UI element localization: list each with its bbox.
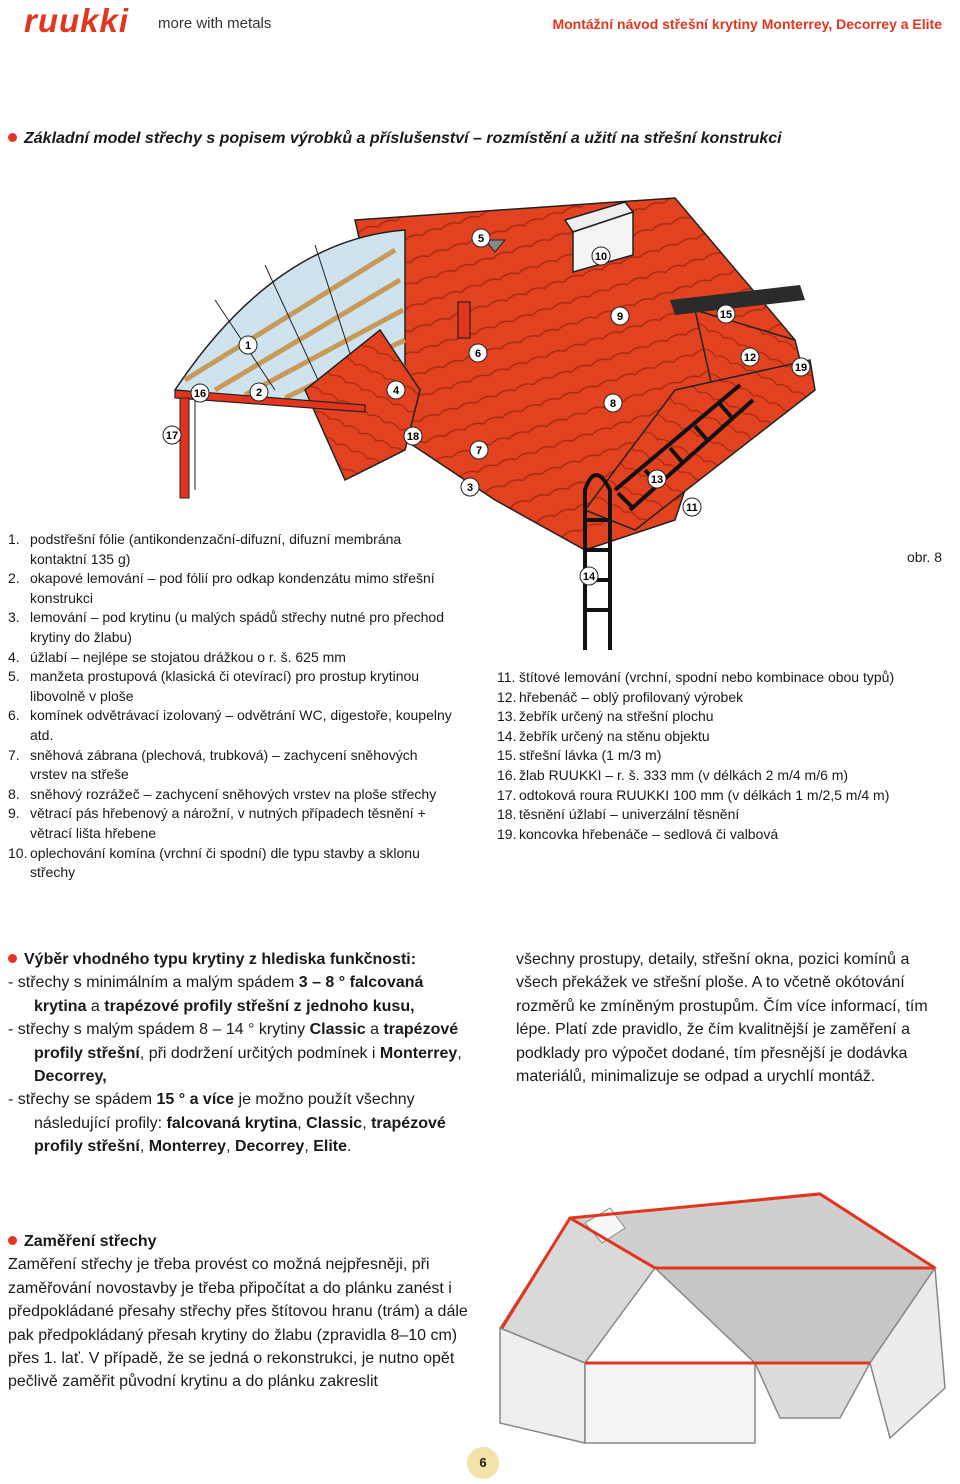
callout-17	[163, 426, 181, 444]
legend-item-number: 5.	[8, 668, 20, 685]
svg-text:11: 11	[686, 502, 698, 514]
legend-item-number: 12.	[497, 688, 517, 705]
callout-14	[580, 567, 598, 585]
callout-19	[792, 358, 810, 376]
figure-label: obr. 8	[906, 549, 942, 565]
legend-item-text: štítové lemování (vrchní, spodní nebo kombinace obou typů)	[519, 669, 895, 685]
legend-item-number: 16.	[497, 766, 517, 783]
page-header	[0, 0, 960, 48]
svg-text:1: 1	[244, 340, 252, 352]
legend-item-text: žebřík určený na stěnu objektu	[519, 727, 710, 744]
legend-item-text: hřebenáč – oblý profilovaný výrobek	[519, 688, 744, 705]
slope-item-steep: - střechy se spádem 15 ° a více je možno použít všechny následující profily: falcovaná krytina, Classic, trapézové profily střešní, Monterrey, Decorrey, Elite.	[8, 1091, 446, 1156]
legend-item	[497, 825, 917, 845]
svg-text:9: 9	[616, 311, 624, 323]
house-sketch	[490, 1188, 950, 1450]
callout-2	[250, 383, 268, 401]
legend-item	[8, 667, 458, 706]
legend-item-text: odtoková roura RUUKKI 100 mm (v délkách 1 m/2,5 m/4 m)	[519, 786, 890, 803]
callout-8	[604, 394, 622, 412]
legend-item	[8, 706, 458, 745]
legend-item-text: sněhový rozrážeč – zachycení sněhových vrstev na ploše střechy	[30, 785, 437, 802]
legend-item	[497, 805, 917, 825]
legend-item-number: 18.	[497, 806, 517, 823]
legend-item-text: lemování – pod krytinu (u malých spádů střechy nutné pro přechod krytiny do žlabu)	[30, 609, 445, 645]
roof-survey-block	[8, 1230, 468, 1394]
roofing-selection-block	[8, 948, 468, 1159]
legend-item-number: 7.	[8, 746, 20, 763]
svg-text:17: 17	[165, 430, 179, 442]
legend-item-text: těsnění úžlabí – univerzální těsnění	[519, 806, 740, 823]
callout-4	[387, 381, 405, 399]
legend-item	[497, 668, 917, 688]
callout-16	[191, 384, 209, 402]
legend-list-right	[497, 668, 917, 844]
legend-item	[8, 648, 458, 668]
page-number: 6	[467, 1447, 499, 1479]
bullet-icon	[8, 1236, 17, 1245]
logo-tagline: more with metals	[158, 15, 272, 32]
legend-item-number: 13.	[497, 708, 517, 725]
bullet-icon	[8, 133, 17, 142]
svg-text:16: 16	[193, 388, 207, 400]
svg-text:18: 18	[406, 431, 420, 443]
survey-continuation-text: všechny prostupy, detaily, střešní okna, pozici komínů a všech překážek ve střešní ploše. A to včetně okótování rozměrů ke zmíněným prostupům. Čím více informací, tím lépe. Platí zde pravidlo, že čím kvalitnější je zaměření a podklady pro výpočet dodané, tím přesnější je dodávka materiálů, minimalizuje se odpad a urychlí montáž.	[516, 951, 928, 1086]
svg-text:12: 12	[743, 352, 757, 364]
callout-3	[461, 478, 479, 496]
callout-11	[683, 498, 701, 516]
svg-text:2: 2	[255, 387, 263, 399]
legend-item-number: 19.	[497, 825, 517, 842]
legend-item-number: 14.	[497, 727, 517, 744]
legend-item-text: větrací pás hřebenový a nárožní, v nutných případech těsnění + větrací lišta hřebene	[30, 805, 426, 841]
legend-item-number: 17.	[497, 786, 517, 803]
legend-item	[497, 786, 917, 806]
legend-item-text: manžeta prostupová (klasická či otevírací) pro prostup krytinou libovolně v ploše	[30, 668, 420, 704]
callout-13	[648, 470, 666, 488]
callout-9	[611, 307, 629, 325]
svg-text:6: 6	[474, 348, 482, 360]
roof-survey-text: Zaměření střechy je třeba provést co možná nejpřesněji, při zaměřování novostavby je třeba připočítat a do plánku zanést i předpokládané přesahy střechy přes štítovou hranu (trám) a dále pak předpokládaný přesah krytiny do žlabu (zpravidla 8–10 cm) přes 1. lať. V případě, že se jedná o rekonstrukci, je nutno opět pečlivě zaměřit původní krytinu a do plánku zakreslit	[8, 1256, 468, 1391]
legend-item-text: žlab RUUKKI – r. š. 333 mm (v délkách 2 m/4 m/6 m)	[519, 766, 849, 783]
section-heading-roof-model	[8, 130, 782, 148]
legend-item	[497, 746, 917, 766]
callout-5	[472, 229, 490, 247]
slope-item-medium: - střechy s malým spádem 8 – 14 ° krytiny Classic a trapézové profily střešní, při dodržení určitých podmínek i Monterrey, Decorrey,	[8, 1021, 462, 1086]
legend-item	[497, 727, 917, 747]
callout-15	[717, 305, 735, 323]
section-heading-roof-survey: Zaměření střechy	[8, 1230, 468, 1253]
svg-text:5: 5	[477, 233, 485, 245]
legend-item-number: 2.	[8, 570, 20, 587]
legend-item-number: 1.	[8, 531, 20, 547]
legend-item	[8, 785, 458, 805]
legend-item-number: 9.	[8, 805, 20, 822]
svg-text:19: 19	[794, 362, 808, 374]
legend-item	[497, 707, 917, 727]
callout-18	[404, 427, 422, 445]
legend-item	[497, 766, 917, 786]
svg-text:15: 15	[719, 309, 733, 321]
legend-item-number: 8.	[8, 785, 20, 802]
legend-item	[8, 530, 458, 569]
legend-item-text: podstřešní fólie (antikondenzační-difuzní, difuzní membrána kontaktní 135 g)	[30, 531, 402, 567]
svg-text:10: 10	[594, 251, 608, 263]
svg-text:3: 3	[466, 482, 474, 494]
legend-item-text: střešní lávka (1 m/3 m)	[519, 747, 662, 764]
legend-item	[497, 688, 917, 708]
legend-item-number: 3.	[8, 609, 20, 626]
heading-text: Základní model střechy s popisem výrobků a příslušenství – rozmístění a užití na střešní konstrukci	[24, 130, 782, 147]
legend-item	[8, 844, 458, 883]
legend-item	[8, 804, 458, 843]
svg-text:7: 7	[475, 445, 483, 457]
document-title: Montážní návod střešní krytiny Monterrey, Decorrey a Elite	[552, 16, 942, 32]
legend-item	[8, 608, 458, 647]
legend-item-number: 15.	[497, 747, 517, 764]
legend-item-text: koncovka hřebenáče – sedlová či valbová	[519, 825, 779, 842]
callout-12	[741, 348, 759, 366]
legend-item-number: 10.	[8, 844, 28, 861]
legend-item-text: okapové lemování – pod fólií pro odkap kondenzátu mimo střešní konstrukci	[30, 570, 435, 606]
legend-item-text: komínek odvětrávací izolovaný – odvětrání WC, digestoře, koupelny atd.	[30, 707, 452, 743]
slope-item-low: - střechy s minimálním a malým spádem 3 – 8 ° falcovaná krytina a trapézové profily střešní z jednoho kusu,	[8, 974, 424, 1015]
svg-text:8: 8	[609, 398, 617, 410]
callout-1	[239, 336, 257, 354]
svg-text:4: 4	[392, 385, 400, 397]
bullet-icon	[8, 954, 17, 963]
callout-6	[469, 344, 487, 362]
legend-item-text: úžlabí – nejlépe se stojatou drážkou o r. š. 625 mm	[30, 648, 346, 665]
legend-item	[8, 746, 458, 785]
legend-item-number: 4.	[8, 648, 20, 665]
callout-7	[470, 441, 488, 459]
section-heading-roofing-selection: Výběr vhodného typu krytiny z hlediska funkčnosti:	[8, 948, 468, 971]
ruukki-logo: ruukki	[24, 2, 130, 39]
svg-text:14: 14	[582, 571, 596, 583]
legend-item	[8, 569, 458, 608]
callout-10	[592, 247, 610, 265]
legend-list-left	[8, 530, 458, 883]
legend-item-number: 11.	[497, 669, 516, 685]
legend-item-text: žebřík určený na střešní plochu	[519, 708, 714, 725]
svg-text:13: 13	[650, 474, 664, 486]
legend-item-text: oplechování komína (vrchní či spodní) dle typu stavby a sklonu střechy	[30, 844, 420, 881]
legend-item-number: 6.	[8, 707, 20, 724]
legend-item-text: sněhová zábrana (plechová, trubková) – zachycení sněhových vrstev na střeše	[30, 746, 418, 783]
